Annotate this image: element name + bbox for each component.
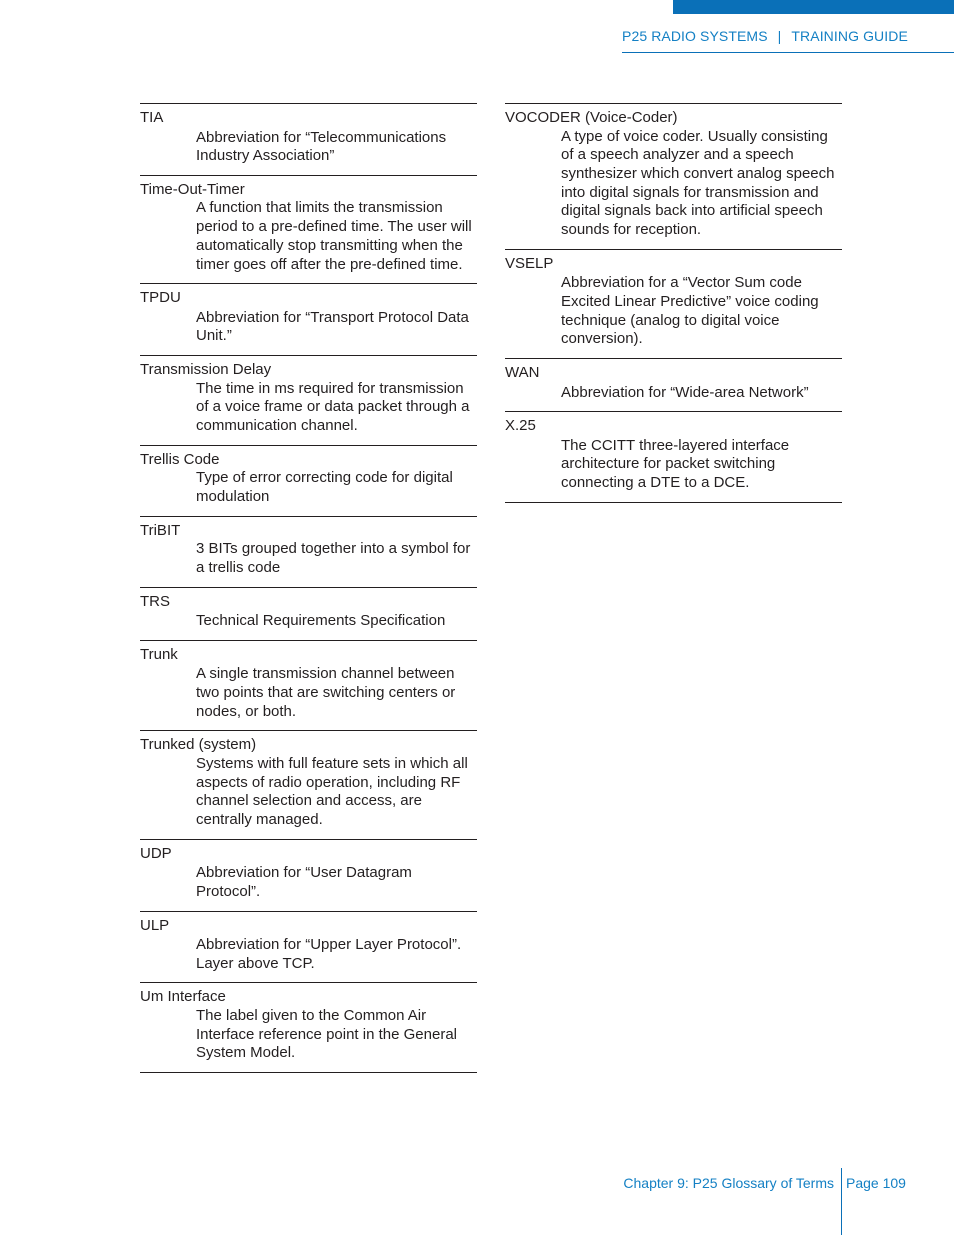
glossary-definition: Abbreviation for “Transport Protocol Data Unit.” — [196, 308, 469, 345]
footer-chapter: Chapter 9: P25 Glossary of Terms — [623, 1175, 834, 1191]
glossary-entry — [140, 640, 477, 731]
glossary-entry — [140, 355, 477, 445]
glossary-term: WAN — [505, 364, 540, 382]
glossary-term: Trunked (system) — [140, 736, 257, 754]
footer-divider — [841, 1168, 842, 1235]
glossary-definition: Technical Requirements Specification — [196, 612, 446, 630]
header-title: P25 RADIO SYSTEMS — [622, 28, 768, 44]
glossary-entry — [140, 175, 477, 283]
glossary-definition: The time in ms required for transmission of a voice frame or data packet through a communication channel. — [196, 379, 470, 435]
glossary-entry — [140, 911, 477, 983]
header-subtitle: TRAINING GUIDE — [791, 28, 908, 44]
glossary-definition: The CCITT three-layered interface architecture for packet switching connecting a DTE to a DCE. — [561, 436, 790, 492]
running-header — [622, 28, 954, 53]
glossary-definition: A single transmission channel between two points that are switching centers or nodes, or both. — [196, 665, 456, 720]
footer-page-number: Page 109 — [846, 1175, 906, 1191]
glossary-definition: 3 BITs grouped together into a symbol for a trellis code — [196, 540, 471, 576]
glossary-term: TPDU — [140, 289, 181, 307]
glossary-entry — [140, 516, 477, 587]
glossary-term: TIA — [140, 109, 164, 126]
glossary-definition: Type of error correcting code for digital modulation — [196, 469, 453, 505]
glossary-definition: The label given to the Common Air Interface reference point in the General System Model. — [196, 1006, 457, 1062]
glossary-term: TriBIT — [140, 521, 181, 539]
glossary-column-left — [140, 103, 477, 1073]
glossary-term: Um Interface — [140, 988, 226, 1006]
glossary-entry — [140, 587, 477, 640]
glossary-term: TRS — [140, 592, 170, 610]
glossary-definition: Abbreviation for a “Vector Sum code Excited Linear Predictive” voice coding technique (analog to digital voice conversion). — [561, 274, 819, 348]
glossary-entry — [505, 411, 842, 503]
glossary-term: Trunk — [140, 645, 178, 663]
glossary-definition: A type of voice coder. Usually consisting of a speech analyzer and a speech synthesizer which convert analog speech into digital signals for transmission and digital signals back into artificial speech sounds for reception. — [561, 127, 835, 239]
glossary-term: Time-Out-Timer — [140, 180, 245, 198]
glossary-column-right — [505, 103, 842, 503]
glossary-term: ULP — [140, 916, 170, 934]
glossary-definition: Abbreviation for “User Datagram Protocol”. — [196, 864, 412, 900]
glossary-definition: Systems with full feature sets in which all aspects of radio operation, including RF channel selection and access, are centrally managed. — [196, 754, 468, 828]
header-accent-bar — [673, 0, 954, 14]
glossary-term: X.25 — [505, 417, 536, 435]
header-separator: | — [777, 28, 782, 44]
glossary-entry — [505, 103, 842, 249]
glossary-term: VOCODER (Voice-Coder) — [505, 109, 678, 126]
glossary-entry — [505, 249, 842, 358]
glossary-entry — [140, 283, 477, 355]
glossary-term: Trellis Code — [140, 450, 220, 468]
glossary-entry — [505, 358, 842, 411]
glossary-definition: Abbreviation for “Wide-area Network” — [561, 383, 809, 401]
glossary-definition: Abbreviation for “Telecommunications Industry Association” — [196, 128, 447, 165]
glossary-entry — [140, 982, 477, 1073]
glossary-definition: Abbreviation for “Upper Layer Protocol”. Layer above TCP. — [196, 936, 462, 972]
glossary-definition: A function that limits the transmission period to a pre-defined time. The user will automatically stop transmitting when the timer goes off after the pre-defined time. — [196, 199, 472, 273]
glossary-entry — [140, 730, 477, 838]
glossary-term: VSELP — [505, 254, 554, 272]
glossary-term: UDP — [140, 844, 172, 862]
glossary-entry — [140, 445, 477, 516]
glossary-entry — [140, 103, 477, 175]
glossary-term: Transmission Delay — [140, 361, 272, 379]
glossary-entry — [140, 839, 477, 911]
